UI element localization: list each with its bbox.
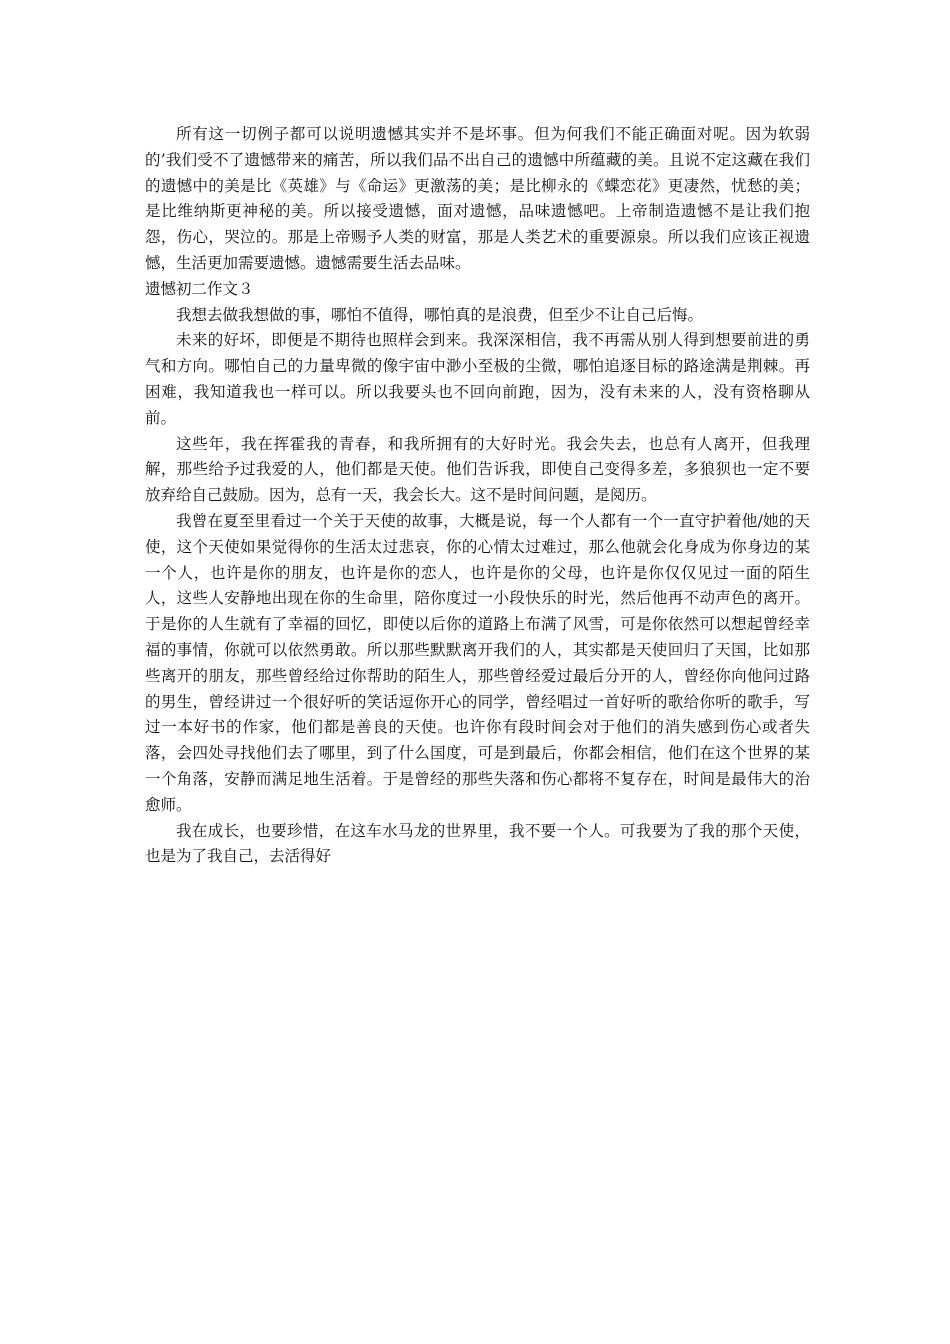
document-body: [145, 122, 810, 870]
paragraph-intro: 所有这一切例子都可以说明遗憾其实并不是坏事。但为何我们不能正确面对呢。因为软弱的’我们受不了遗憾带来的痛苦，所以我们品不出自己的遗憾中所蕴藏的美。且说不定这藏在我们的遗憾中的美是比《英雄》与《命运》更激荡的美；是比柳永的《蝶恋花》更凄然，忧愁的美；是比维纳斯更神秘的美。所以接受遗憾，面对遗憾，品味遗憾吧。上帝制造遗憾不是让我们抱怨，伤心，哭泣的。那是上帝赐予人类的财富，那是人类艺术的重要源泉。所以我们应该正视遗憾，生活更加需要遗憾。遗憾需要生活去品味。: [145, 125, 810, 272]
section-heading: 遗憾初二作文３: [145, 279, 254, 298]
section-paragraph-1: 我想去做我想做的事，哪怕不值得，哪怕真的是浪费，但至少不让自己后悔。: [176, 305, 704, 324]
section-paragraph-5: 我在成长，也要珍惜，在这车水马龙的世界里，我不要一个人。可我要为了我的那个天使，也是为了我自己，去活得好: [145, 821, 810, 866]
section-paragraph-3: 这些年，我在挥霍我的青春，和我所拥有的大好时光。我会失去，也总有人离开，但我理解，那些给予过我爱的人，他们都是天使。他们告诉我，即使自己变得多差，多狼狈也一定不要放弃给自己鼓励。因为，总有一天，我会长大。这不是时间问题，是阅历。: [145, 434, 810, 505]
section-paragraph-2: 未来的好坏，即便是不期待也照样会到来。我深深相信，我不再需从别人得到想要前进的勇气和方向。哪怕自己的力量卑微的像宇宙中渺小至极的尘微，哪怕追逐目标的路途满是荆棘。再困难，我知道我也一样可以。所以我要头也不回向前跑，因为，没有未来的人，没有资格聊从前。: [145, 331, 810, 427]
section-paragraph-4: 我曾在夏至里看过一个关于天使的故事，大概是说，每一个人都有一个一直守护着他/她的天使，这个天使如果觉得你的生活太过悲哀，你的心情太过难过，那么他就会化身成为你身边的某一个人，也许是你的朋友，也许是你的恋人，也许是你的父母，也许是你仅仅见过一面的陌生人，这些人安静地出现在你的生命里，陪你度过一小段快乐的时光，然后他再不动声色的离开。于是你的人生就有了幸福的回忆，即使以后你的道路上布满了风雪，可是你依然可以想起曾经幸福的事情，你就可以依然勇敢。所以那些默默离开我们的人，其实都是天使回归了天国，比如那些离开的朋友，那些曾经给过你帮助的陌生人，那些曾经爱过最后分开的人，曾经你向他问过路的男生，曾经讲过一个很好听的笑话逗你开心的同学，曾经唱过一首好听的歌给你听的歌手，写过一本好书的作家，他们都是善良的天使。也许你有段时间会对于他们的消失感到伤心或者失落，会四处寻找他们去了哪里，到了什么国度，可是到最后，你都会相信，他们在这个世界的某一个角落，安静而满足地生活着。于是曾经的那些失落和伤心都将不复存在，时间是最伟大的治愈师。: [145, 511, 810, 814]
